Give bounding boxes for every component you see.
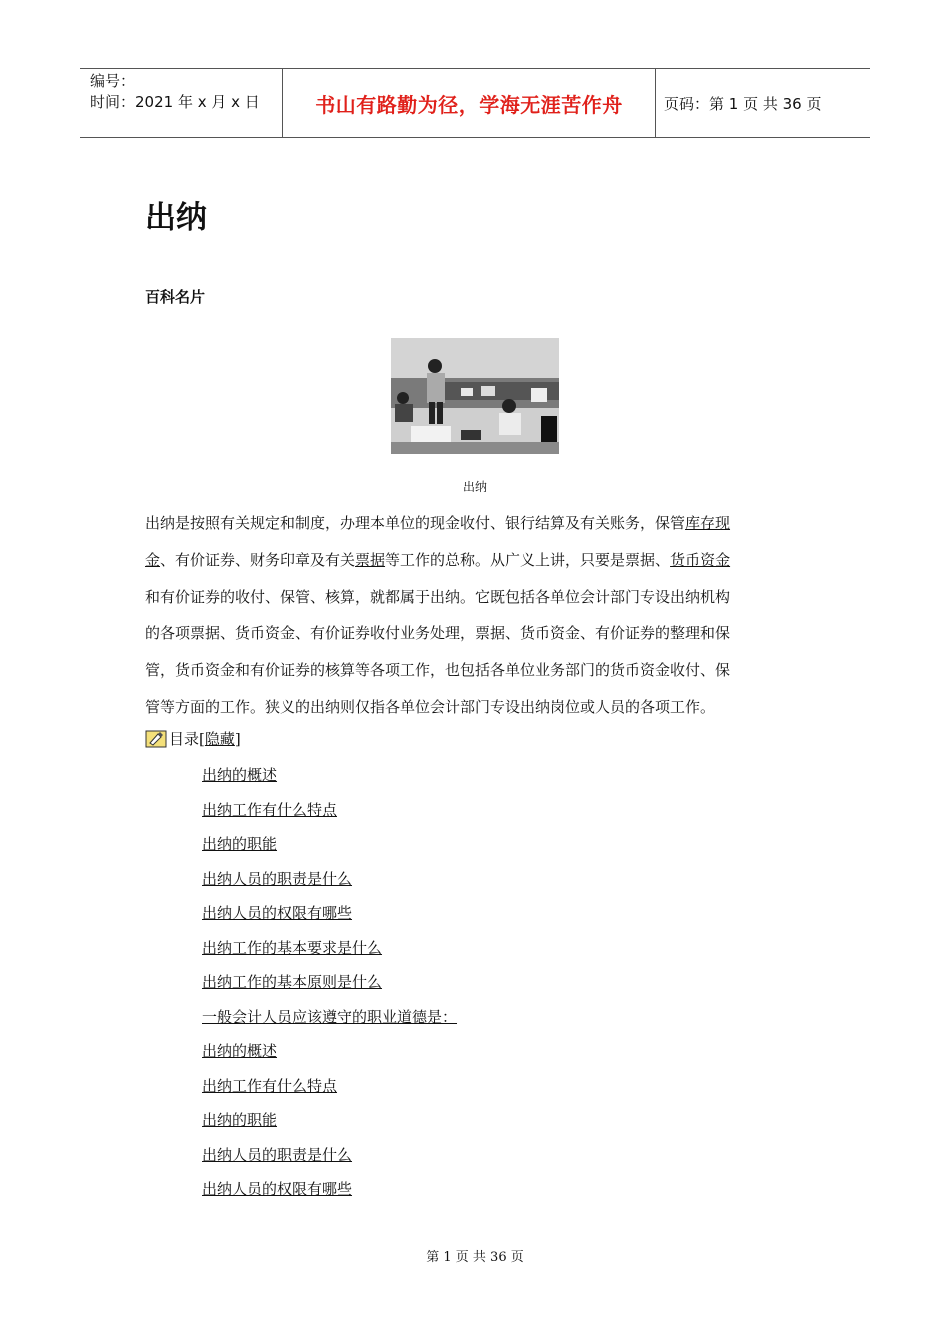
- toc-item: [202, 1108, 457, 1143]
- toc-book-icon: [145, 730, 167, 748]
- toc-link[interactable]: 出纳工作有什么特点: [202, 800, 338, 819]
- toc-link[interactable]: 出纳的职能: [202, 1111, 278, 1129]
- toc-item: [202, 970, 457, 1005]
- toc-item: [202, 1177, 457, 1212]
- toc-link[interactable]: 出纳的职能: [202, 835, 278, 853]
- toc-item: [202, 798, 457, 833]
- toc-link[interactable]: 出纳人员的职责是什么: [202, 1145, 353, 1164]
- link-bills[interactable]: 票据: [355, 550, 386, 569]
- page-title: 出纳: [145, 200, 207, 236]
- cashier-office-photo: [391, 338, 559, 454]
- toc-bracket-open: [: [199, 729, 205, 748]
- link-cash-on-hand[interactable]: 库存现: [685, 514, 731, 532]
- toc-hide-link[interactable]: 隐藏: [204, 730, 235, 748]
- time-label: 时间：2021 年 x 月 x 日: [90, 93, 260, 111]
- intro-paragraph: [145, 505, 805, 726]
- link-cash-on-hand-cont[interactable]: 金: [145, 550, 161, 569]
- header-page-info: 页码：第 1 页 共 36 页: [664, 94, 822, 113]
- toc-item: [202, 936, 457, 971]
- header-meta: [90, 71, 280, 113]
- section-subtitle: 百科名片: [145, 288, 206, 306]
- code-label: 编号：: [90, 72, 136, 90]
- toc-header: [145, 728, 241, 749]
- toc-link[interactable]: 出纳人员的权限有哪些: [202, 1180, 353, 1198]
- text-line: 和有价证券的收付、保管、核算，就都属于出纳。它既包括各单位会计部门专设出纳机构: [145, 587, 731, 606]
- toc-link[interactable]: 出纳人员的权限有哪些: [202, 904, 353, 922]
- text-line: 管，货币资金和有价证券的核算等各项工作，也包括各单位业务部门的货币资金收付、保: [145, 661, 731, 680]
- toc-link[interactable]: 一般会计人员应该遵守的职业道德是：: [202, 1007, 458, 1026]
- toc-item: [202, 867, 457, 902]
- toc-item: [202, 1005, 457, 1040]
- toc-item: [202, 1039, 457, 1074]
- toc-bracket-close: ]: [234, 729, 241, 748]
- toc-item: [202, 832, 457, 867]
- toc-link[interactable]: 出纳人员的职责是什么: [202, 869, 353, 888]
- toc-item: [202, 763, 457, 798]
- text-run: 出纳是按照有关规定和制度，办理本单位的现金收付、银行结算及有关账务，保管: [145, 514, 686, 532]
- toc-link[interactable]: 出纳工作有什么特点: [202, 1076, 338, 1095]
- toc-link[interactable]: 出纳的概述: [202, 1042, 278, 1060]
- toc-link[interactable]: 出纳的概述: [202, 766, 278, 784]
- toc-item: [202, 901, 457, 936]
- text-run: 等工作的总称。从广义上讲，只要是票据、: [385, 550, 671, 569]
- toc-label: 目录: [169, 730, 200, 748]
- document-header: [80, 68, 870, 138]
- toc-item: [202, 1143, 457, 1178]
- text-line: 管等方面的工作。狭义的出纳则仅指各单位会计部门专设出纳岗位或人员的各项工作。: [145, 697, 716, 716]
- page-footer: 第 1 页 共 36 页: [426, 1250, 524, 1265]
- toc-list: [202, 763, 457, 1212]
- header-motto: 书山有路勤为径，学海无涯苦作舟: [282, 69, 656, 137]
- toc-link[interactable]: 出纳工作的基本要求是什么: [202, 938, 383, 957]
- image-caption: 出纳: [462, 480, 487, 494]
- toc-link[interactable]: 出纳工作的基本原则是什么: [202, 973, 383, 991]
- toc-item: [202, 1074, 457, 1109]
- link-monetary-funds[interactable]: 货币资金: [670, 550, 731, 569]
- text-run: 、有价证券、财务印章及有关: [160, 550, 356, 569]
- text-line: 的各项票据、货币资金、有价证券收付业务处理，票据、货币资金、有价证券的整理和保: [145, 624, 731, 643]
